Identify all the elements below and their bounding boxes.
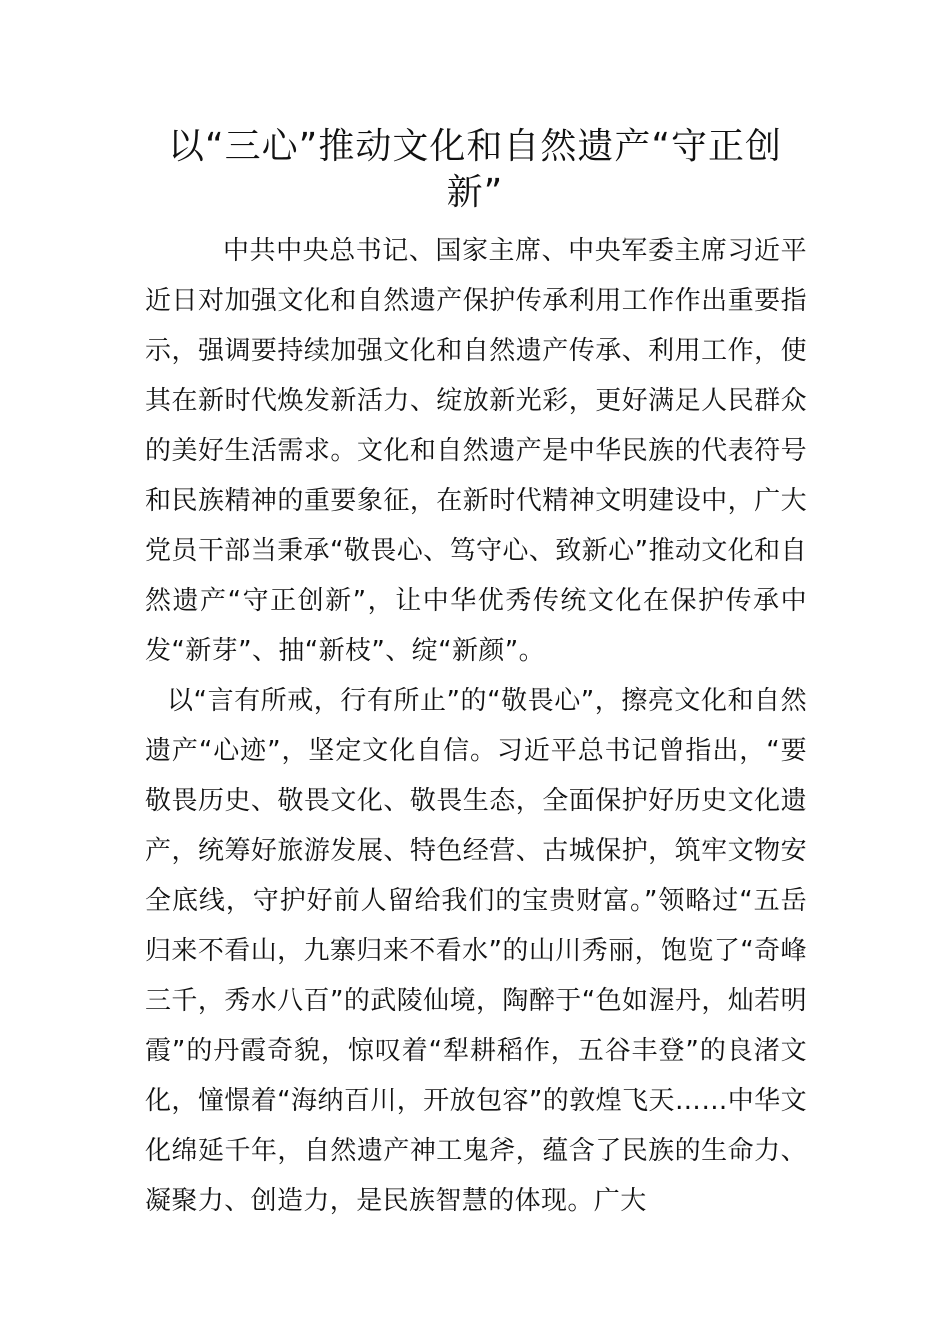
paragraph-1: 中共中央总书记、国家主席、中央军委主席习近平近日对加强文化和自然遗产保护传承利用工作作出重要指示，强调要持续加强文化和自然遗产传承、利用工作，使其在新时代焕发新活力、绽放新光彩，更好满足人民群众的美好生活需求。文化和自然遗产是中华民族的代表符号和民族精神的重要象征，在新时代精神文明建设中，广大党员干部当秉承“敬畏心、笃守心、致新心”推动文化和自然遗产“守正创新”，让中华优秀传统文化在保护传承中发“新芽”、抽“新枝”、绽“新颜”。	[145, 236, 807, 666]
document-title: 以“三心”推动文化和自然遗产“守正创新”	[168, 126, 782, 213]
paragraph-2: 以“言有所戒，行有所止”的“敬畏心”，擦亮文化和自然遗产“心迹”，坚定文化自信。习近平总书记曾指出，“要敬畏历史、敬畏文化、敬畏生态，全面保护好历史文化遗产，统筹好旅游发展、特色经营、古城保护，筑牢文物安全底线，守护好前人留给我们的宝贵财富。”领略过“五岳归来不看山，九寨归来不看水”的山川秀丽，饱览了“奇峰三千，秀水八百”的武陵仙境，陶醉于“色如渥丹，灿若明霞”的丹霞奇貌，惊叹着“犁耕稻作，五谷丰登”的良渚文化，憧憬着“海纳百川，开放包容”的敦煌飞天……中华文化绵延千年，自然遗产神工鬼斧，蕴含了民族的生命力、凝聚力、创造力，是民族智慧的体现。广大	[145, 686, 807, 1216]
document-body	[145, 226, 807, 1226]
